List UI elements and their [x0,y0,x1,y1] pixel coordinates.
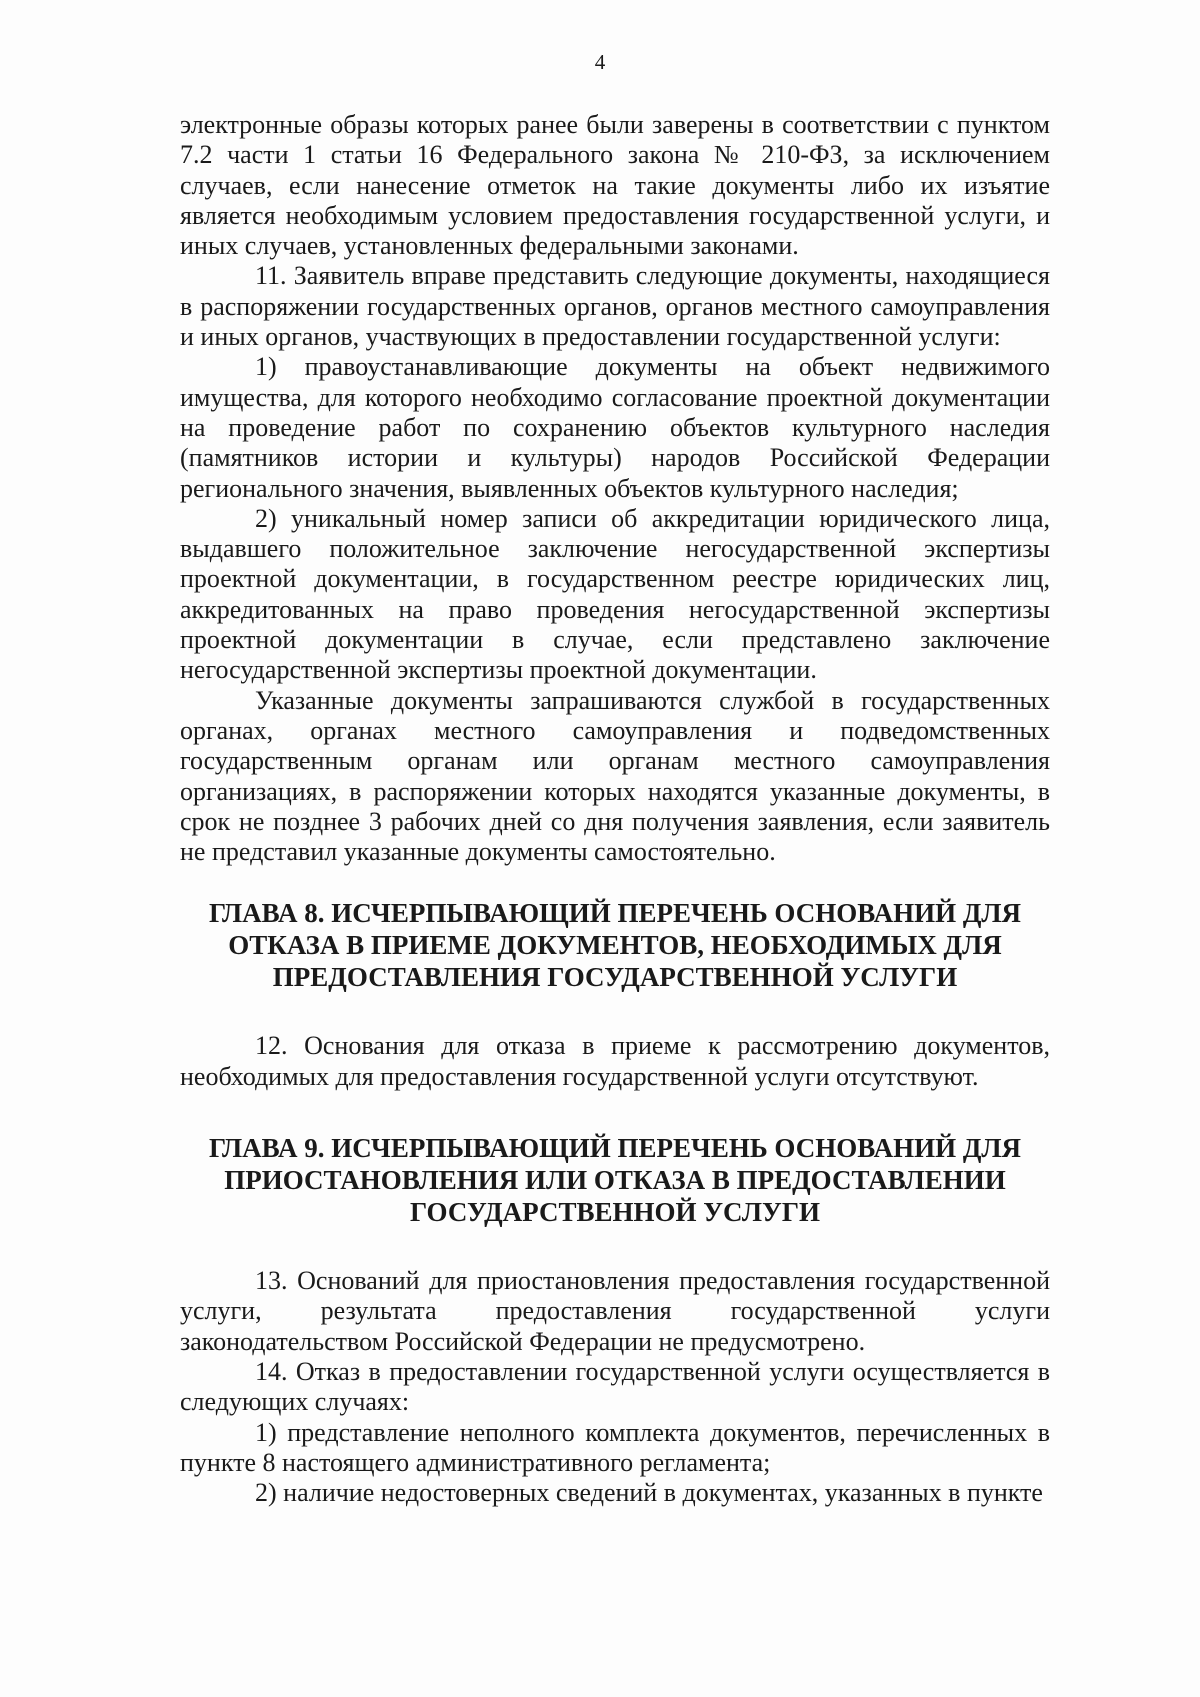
document-body [180,110,1050,1508]
paragraph-13: 13. Оснований для приостановления предоставления государственной услуги, результата предоставления государственной услуги законодательством Российской Федерации не предусмотрено. [180,1266,1050,1356]
chapter-8-heading: ГЛАВА 8. ИСЧЕРПЫВАЮЩИЙ ПЕРЕЧЕНЬ ОСНОВАНИЙ ДЛЯ ОТКАЗА В ПРИЕМЕ ДОКУМЕНТОВ, НЕОБХОДИМЫХ ДЛЯ ПРЕДОСТАВЛЕНИЯ ГОСУДАРСТВЕННОЙ УСЛУГИ [208,898,1022,993]
page-number: 4 [594,50,606,74]
paragraph-14-item-2: 2) наличие недостоверных сведений в документах, указанных в пункте [255,1478,1043,1508]
paragraph-12: 12. Основания для отказа в приеме к рассмотрению документов, необходимых для предоставления государственной услуги отсутствуют. [180,1031,1050,1091]
paragraph-11-item-2: 2) уникальный номер записи об аккредитации юридического лица, выдавшего положительное заключение негосударственной экспертизы проектной документации, в государственном реестре юридических лиц, аккредитованных на право проведения негосударственной экспертизы проектной документации в случае, если представлено заключение негосударственной экспертизы проектной документации. [180,503,1050,685]
paragraph-11: 11. Заявитель вправе представить следующие документы, находящиеся в распоряжении государственных органов, органов местного самоуправления и иных органов, участвующих в предоставлении государственной услуги: [180,261,1050,352]
paragraph-11-item-1: 1) правоустанавливающие документы на объект недвижимого имущества, для которого необходимо согласование проектной документации на проведение работ по сохранению объектов культурного наследия (памятников истории и культуры) народов Российской Федерации регионального значения, выявленных объектов культурного наследия; [180,352,1050,503]
paragraph-14: 14. Отказ в предоставлении государственной услуги осуществляется в следующих случаях: [180,1356,1050,1417]
paragraph-11-note: Указанные документы запрашиваются службой в государственных органах, органах местного самоуправления и подведомственных государственным органам или органам местного самоуправления организациях, в распоряжении которых находятся указанные документы, в срок не позднее 3 рабочих дней со дня получения заявления, если заявитель не представил указанные документы самостоятельно. [180,685,1050,867]
chapter-9-heading: ГЛАВА 9. ИСЧЕРПЫВАЮЩИЙ ПЕРЕЧЕНЬ ОСНОВАНИЙ ДЛЯ ПРИОСТАНОВЛЕНИЯ ИЛИ ОТКАЗА В ПРЕДОСТАВЛЕНИИ ГОСУДАРСТВЕННОЙ УСЛУГИ [208,1133,1022,1228]
paragraph-14-item-1: 1) представление неполного комплекта документов, перечисленных в пункте 8 настоящего административного регламента; [180,1417,1050,1477]
paragraph-continuation: электронные образы которых ранее были заверены в соответствии с пунктом 7.2 части 1 статьи 16 Федерального закона № 210-ФЗ, за исключением случаев, если нанесение отметок на такие документы либо их изъятие является необходимым условием предоставления государственной услуги, и иных случаев, установленных федеральными законами. [180,110,1050,261]
